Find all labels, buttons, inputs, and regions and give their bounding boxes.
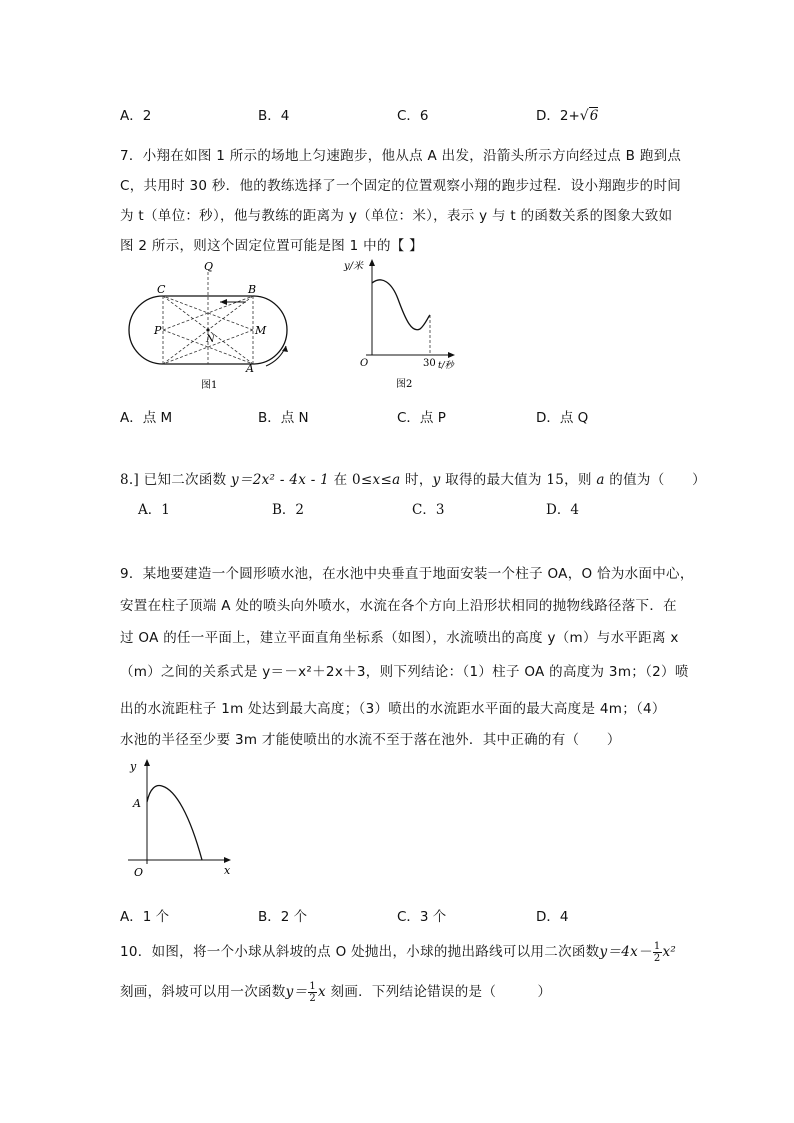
q8-text-b: 在 0≤ <box>329 472 373 488</box>
q8-option-c[interactable]: C．3 <box>412 502 445 518</box>
q9-graph <box>120 756 245 884</box>
q8-stem <box>120 468 706 488</box>
q8-text-e: 取得的最大值为 15，则 <box>440 472 597 488</box>
q6-option-d-prefix: D．2+ <box>536 108 580 124</box>
q10-line-2 <box>120 980 551 1004</box>
q9-line-5: 出的水流距柱子 1m 处达到最大高度；（3）喷出的水流距水平面的最大高度是 4m；（4） <box>120 701 666 717</box>
q8-function: y＝2x² - 4x - 1 <box>231 472 330 488</box>
q9-line-2: 安置在柱子顶端 A 处的喷头向外喷水，水流在各个方向上沿形状相同的抛物线路径落下．在 <box>120 598 677 614</box>
q9-label-x: x <box>224 864 231 877</box>
distance-curve <box>372 280 430 330</box>
q9-option-c[interactable]: C．3 个 <box>397 909 447 925</box>
q9-option-a[interactable]: A．1 个 <box>120 909 170 925</box>
q7-figure-2 <box>330 255 460 395</box>
q10-func2-a: y＝ <box>285 984 308 1000</box>
q10-func2-b: x <box>318 984 326 1000</box>
left-arrow-icon <box>220 299 227 305</box>
q7-figure-1 <box>128 258 303 398</box>
q10-func1-b: x² <box>662 944 677 960</box>
q9-label-o: O <box>134 866 144 879</box>
q8-text-d: 时， <box>400 472 433 488</box>
q10-func1-a: y＝4x－ <box>599 944 652 960</box>
q7-line-3: 为 t（单位：秒），他与教练的距离为 y（单位：米），表示 y 与 t 的函数关系的图象大致如 <box>120 208 673 224</box>
fig2-ylabel: y/米 <box>344 261 364 272</box>
fig2-tick: 30 <box>423 358 436 369</box>
q9-line-6: 水池的半径至少要 3m 才能使喷出的水流不至于落在池外．其中正确的有（ ） <box>120 732 621 748</box>
label-a: A <box>246 362 254 375</box>
q10-line2-text-b: 刻画．下列结论错误的是（ ） <box>325 984 552 1000</box>
q9-line-4: （m）之间的关系式是 y＝－x²＋2x＋3，则下列结论：（1）柱子 OA 的高度为 3m；（2）喷 <box>120 664 689 680</box>
q8-var-a2: a <box>596 472 605 488</box>
q8-option-d[interactable]: D．4 <box>546 502 579 518</box>
x-axis-arrow-icon <box>448 352 455 358</box>
q8-option-b[interactable]: B．2 <box>272 502 305 518</box>
q7-option-b[interactable]: B．点 N <box>258 410 309 426</box>
q9-parabola <box>147 786 202 860</box>
q7-line-2: C，共用时 30 秒．他的教练选择了一个固定的位置观察小翔的跑步过程．设小翔跑步的时间 <box>120 178 682 194</box>
q8-text-a: 8.] 已知二次函数 <box>120 472 232 488</box>
q8-text-f: 的值为（ ） <box>604 472 706 488</box>
q9-x-arrow-icon <box>224 857 231 863</box>
fig2-caption: 图2 <box>396 379 413 390</box>
fig2-origin: O <box>360 358 369 369</box>
q10-line-1 <box>120 940 676 964</box>
q8-text-c: ≤ <box>380 472 393 488</box>
q7-option-c[interactable]: C．点 P <box>397 410 446 426</box>
q10-line1-text: 10．如图，将一个小球从斜坡的点 O 处抛出，小球的抛出路线可以用二次函数 <box>120 944 600 960</box>
q7-option-d[interactable]: D．点 Q <box>536 410 589 426</box>
q10-func2-frac: $\frac{1}{2}$ <box>309 980 317 1004</box>
q10-func1-frac: $\frac{1}{2}$ <box>653 940 661 964</box>
label-m: M <box>255 324 267 337</box>
label-c: C <box>157 283 166 296</box>
q9-label-a: A <box>133 797 141 810</box>
fig2-xlabel: t/秒 <box>438 361 454 371</box>
q7-line-1: 7．小翔在如图 1 所示的场地上匀速跑步，他从点 A 出发，沿箭头所示方向经过点 B 跑到点 <box>120 148 682 164</box>
q9-line-3: 过 OA 的任一平面上，建立平面直角坐标系（如图），水流喷出的高度 y（m）与水平距离 x <box>120 630 679 646</box>
label-b: B <box>248 283 257 296</box>
q9-line-1: 9．某地要建造一个圆形喷水池，在水池中央垂直于地面安装一个柱子 OA，O 恰为水面中心， <box>120 566 694 582</box>
label-n: N <box>206 334 215 345</box>
label-q: Q <box>204 260 214 273</box>
q8-option-a[interactable]: A．1 <box>138 502 170 518</box>
label-p: P <box>154 324 162 337</box>
q6-option-d[interactable]: D．2+√6 <box>536 108 599 124</box>
y-axis-arrow-icon <box>369 259 375 266</box>
q6-option-d-radicand: 6 <box>589 108 599 124</box>
q6-option-c[interactable]: C．6 <box>397 108 429 124</box>
q10-line2-text-a: 刻画，斜坡可以用一次函数 <box>120 984 286 1000</box>
q9-option-d[interactable]: D．4 <box>536 909 569 925</box>
q7-option-a[interactable]: A．点 M <box>120 410 173 426</box>
fig1-caption: 图1 <box>201 380 218 391</box>
q9-label-y: y <box>130 760 137 773</box>
q9-option-b[interactable]: B．2 个 <box>258 909 308 925</box>
q6-option-a[interactable]: A．2 <box>120 108 152 124</box>
q8-var-y: y <box>432 472 441 488</box>
q8-var-a: a <box>392 472 401 488</box>
q9-y-arrow-icon <box>144 759 150 766</box>
q8-var-x: x <box>372 472 381 488</box>
q7-line-4: 图 2 所示，则这个固定位置可能是图 1 中的【 】 <box>120 238 423 254</box>
q6-option-b[interactable]: B．4 <box>258 108 290 124</box>
